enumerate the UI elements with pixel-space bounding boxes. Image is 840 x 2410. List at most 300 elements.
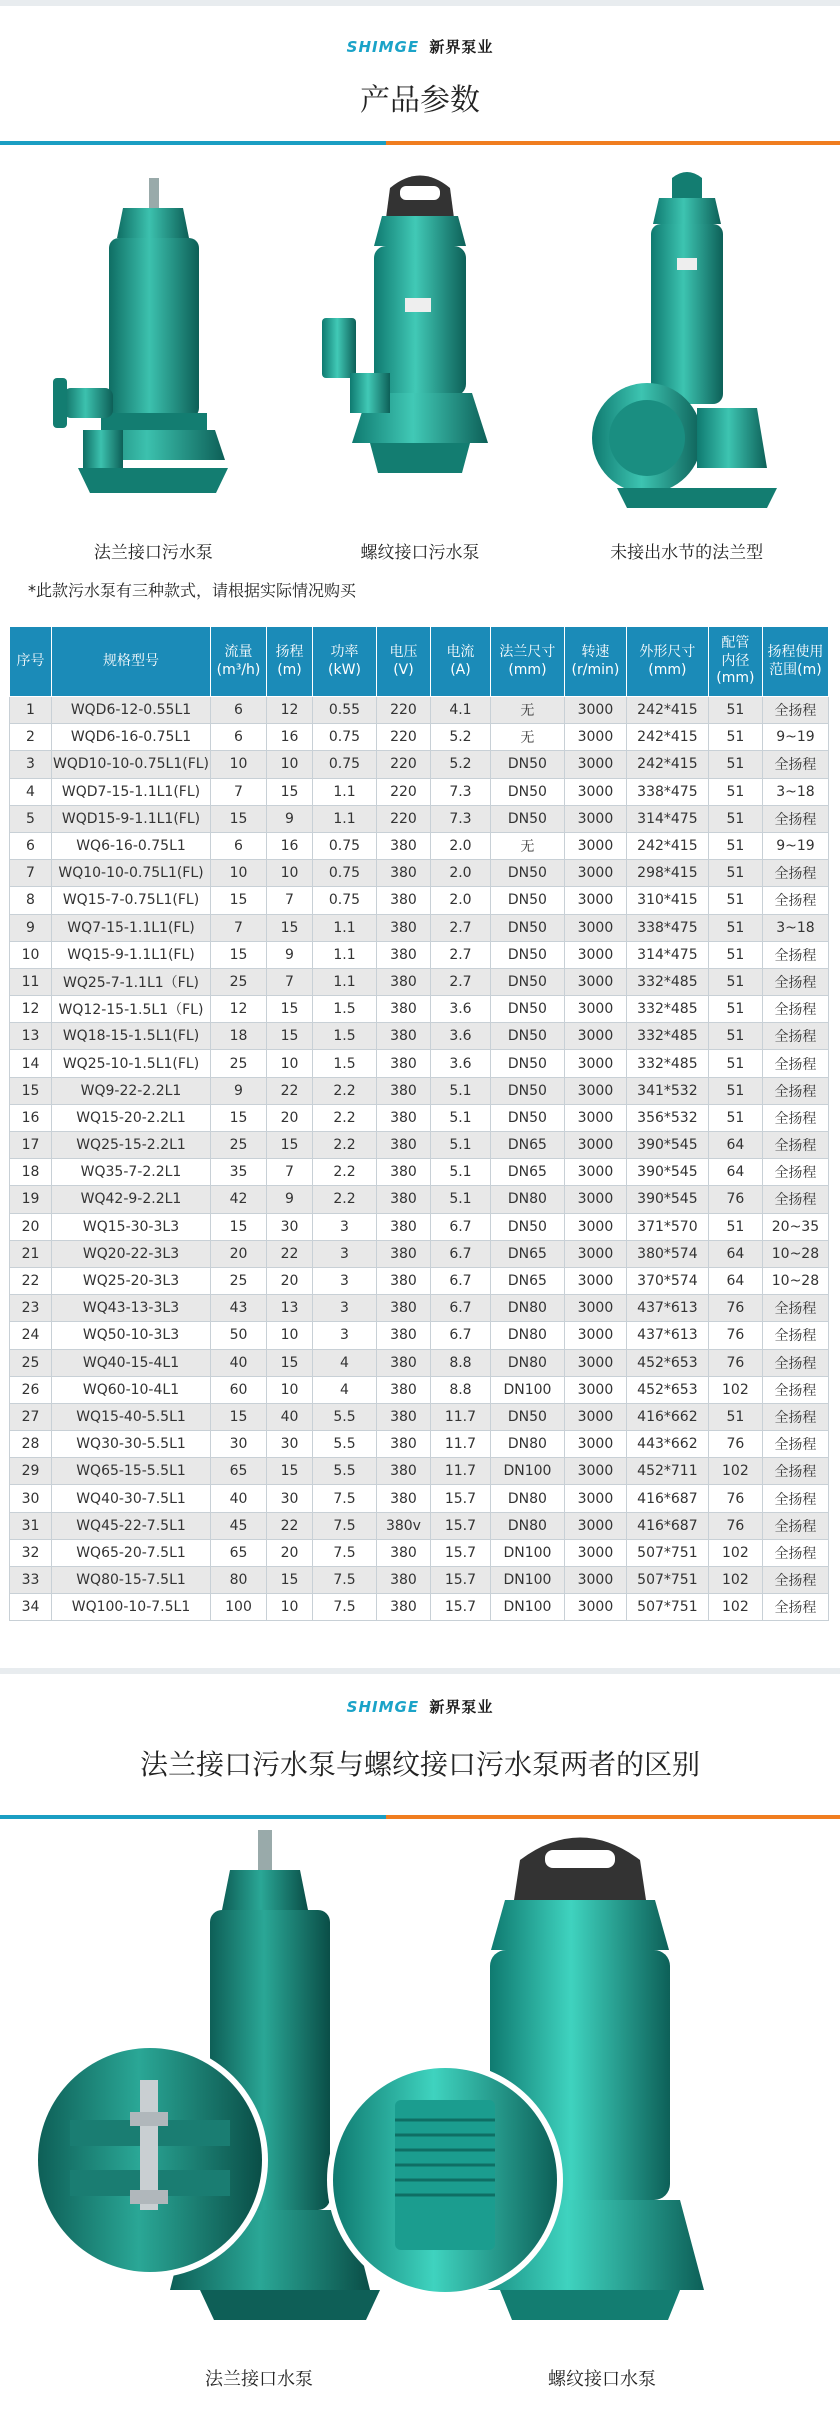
table-cell: 3~18 [762, 778, 828, 805]
table-cell: 3000 [564, 914, 626, 941]
table-cell: 3000 [564, 697, 626, 724]
table-cell: 3000 [564, 860, 626, 887]
table-cell: 10 [267, 1376, 313, 1403]
table-cell: 3000 [564, 1349, 626, 1376]
table-cell: DN50 [490, 914, 564, 941]
table-row [10, 1594, 829, 1621]
table-cell: 全扬程 [762, 1023, 828, 1050]
table-cell: WQ45-22-7.5L1 [51, 1512, 210, 1539]
table-cell: 10 [267, 1322, 313, 1349]
table-cell: 6 [211, 697, 267, 724]
table-cell: 380 [376, 1376, 430, 1403]
table-cell: 51 [708, 724, 762, 751]
table-row [10, 941, 829, 968]
table-cell: 10 [267, 860, 313, 887]
table-cell: 51 [708, 1023, 762, 1050]
table-cell: 0.75 [312, 751, 376, 778]
table-cell: 5.5 [312, 1431, 376, 1458]
table-cell: 2.2 [312, 1077, 376, 1104]
table-cell: 51 [708, 887, 762, 914]
table-cell: 17 [10, 1132, 52, 1159]
table-cell: 7 [211, 778, 267, 805]
brand-cn-2: 新界泵业 [429, 1698, 494, 1716]
table-cell: 12 [267, 697, 313, 724]
table-cell: 452*711 [626, 1458, 708, 1485]
table-row [10, 1159, 829, 1186]
table-cell: 3000 [564, 1267, 626, 1294]
table-cell: 380 [376, 1077, 430, 1104]
table-cell: 380 [376, 1295, 430, 1322]
table-cell: WQ10-10-0.75L1(FL) [51, 860, 210, 887]
table-cell: 5.2 [430, 751, 490, 778]
table-cell: 380 [376, 968, 430, 995]
table-cell: WQ15-40-5.5L1 [51, 1403, 210, 1430]
table-cell: 3000 [564, 1431, 626, 1458]
table-cell: 416*662 [626, 1403, 708, 1430]
table-cell: 380 [376, 1567, 430, 1594]
table-cell: 5.5 [312, 1403, 376, 1430]
table-cell: 10 [211, 860, 267, 887]
table-header-cell: 配管 内径 (mm) [708, 627, 762, 697]
table-cell: 15 [211, 805, 267, 832]
table-cell: 全扬程 [762, 1458, 828, 1485]
table-cell: 380 [376, 860, 430, 887]
table-cell: 16 [267, 724, 313, 751]
table-cell: 全扬程 [762, 1349, 828, 1376]
table-cell: 11.7 [430, 1403, 490, 1430]
table-header-cell: 流量 (m³/h) [211, 627, 267, 697]
table-row [10, 1567, 829, 1594]
table-cell: 380 [376, 1104, 430, 1131]
table-cell: WQ100-10-7.5L1 [51, 1594, 210, 1621]
table-cell: 3000 [564, 1159, 626, 1186]
table-cell: 371*570 [626, 1213, 708, 1240]
table-cell: DN50 [490, 1403, 564, 1430]
table-row [10, 1295, 829, 1322]
table-cell: 10 [10, 941, 52, 968]
table-cell: 507*751 [626, 1594, 708, 1621]
table-cell: 220 [376, 751, 430, 778]
table-cell: 3000 [564, 1104, 626, 1131]
table-cell: 51 [708, 832, 762, 859]
table-cell: 51 [708, 996, 762, 1023]
flange-no-outlet-pump-image [577, 168, 797, 528]
table-cell: 15 [267, 996, 313, 1023]
table-cell: WQ25-7-1.1L1（FL) [51, 968, 210, 995]
table-header-cell: 转速 (r/min) [564, 627, 626, 697]
table-cell: 2.2 [312, 1132, 376, 1159]
table-cell: 6.7 [430, 1322, 490, 1349]
table-cell: 全扬程 [762, 996, 828, 1023]
table-cell: 3000 [564, 1023, 626, 1050]
table-cell: 338*475 [626, 914, 708, 941]
table-cell: 20 [267, 1104, 313, 1131]
table-cell: 370*574 [626, 1267, 708, 1294]
table-cell: DN65 [490, 1267, 564, 1294]
table-row [10, 778, 829, 805]
table-cell: 64 [708, 1159, 762, 1186]
table-cell: 416*687 [626, 1485, 708, 1512]
pump-item-flange [28, 168, 278, 588]
table-cell: DN65 [490, 1159, 564, 1186]
table-cell: 11.7 [430, 1458, 490, 1485]
table-cell: WQD6-12-0.55L1 [51, 697, 210, 724]
pump-item-threaded [295, 168, 545, 588]
table-cell: 51 [708, 751, 762, 778]
table-row [10, 1104, 829, 1131]
table-cell: 15.7 [430, 1539, 490, 1566]
table-cell: 2.0 [430, 832, 490, 859]
table-cell: 51 [708, 914, 762, 941]
table-cell: 2.2 [312, 1186, 376, 1213]
table-cell: 31 [10, 1512, 52, 1539]
table-cell: 51 [708, 1050, 762, 1077]
table-row [10, 1267, 829, 1294]
table-cell: 29 [10, 1458, 52, 1485]
table-cell: WQD15-9-1.1L1(FL) [51, 805, 210, 832]
table-cell: 8.8 [430, 1376, 490, 1403]
table-cell: 20 [10, 1213, 52, 1240]
table-cell: 390*545 [626, 1159, 708, 1186]
table-cell: WQ18-15-1.5L1(FL) [51, 1023, 210, 1050]
table-cell: 26 [10, 1376, 52, 1403]
table-cell: 16 [267, 832, 313, 859]
table-header-cell: 电压 (V) [376, 627, 430, 697]
table-cell: 无 [490, 724, 564, 751]
table-cell: 9~19 [762, 832, 828, 859]
table-cell: 102 [708, 1594, 762, 1621]
table-cell: DN65 [490, 1132, 564, 1159]
table-cell: 102 [708, 1458, 762, 1485]
table-cell: 全扬程 [762, 860, 828, 887]
table-cell: 7.5 [312, 1539, 376, 1566]
table-cell: 76 [708, 1485, 762, 1512]
table-cell: 10 [267, 751, 313, 778]
table-cell: 全扬程 [762, 1431, 828, 1458]
comparison-section [0, 1668, 840, 2410]
table-cell: 34 [10, 1594, 52, 1621]
table-cell: 15 [211, 1104, 267, 1131]
table-cell: 18 [211, 1023, 267, 1050]
table-cell: 23 [10, 1295, 52, 1322]
table-row [10, 1539, 829, 1566]
table-cell: 14 [10, 1050, 52, 1077]
table-cell: 全扬程 [762, 805, 828, 832]
table-cell: 20 [211, 1240, 267, 1267]
table-cell: WQ80-15-7.5L1 [51, 1567, 210, 1594]
table-cell: 15 [211, 1213, 267, 1240]
table-cell: 5.1 [430, 1186, 490, 1213]
table-cell: 28 [10, 1431, 52, 1458]
table-cell: 3000 [564, 1322, 626, 1349]
table-cell: DN50 [490, 860, 564, 887]
table-header-cell: 外形尺寸 (mm) [626, 627, 708, 697]
table-cell: 5.1 [430, 1104, 490, 1131]
table-cell: 3000 [564, 968, 626, 995]
page-title: 产品参数 [360, 83, 480, 118]
table-cell: 3000 [564, 724, 626, 751]
table-cell: 9 [267, 805, 313, 832]
table-cell: 5.1 [430, 1159, 490, 1186]
table-cell: 51 [708, 1104, 762, 1131]
table-cell: 30 [267, 1431, 313, 1458]
table-row [10, 1485, 829, 1512]
table-cell: 2.7 [430, 914, 490, 941]
table-row [10, 832, 829, 859]
table-cell: 43 [211, 1295, 267, 1322]
table-cell: 3000 [564, 1295, 626, 1322]
table-header-cell: 扬程 (m) [267, 627, 313, 697]
table-cell: 全扬程 [762, 1104, 828, 1131]
table-cell: 332*485 [626, 1050, 708, 1077]
table-cell: 7.5 [312, 1512, 376, 1539]
table-cell: 3000 [564, 1403, 626, 1430]
table-cell: 242*415 [626, 724, 708, 751]
table-cell: DN80 [490, 1295, 564, 1322]
table-cell: 1.1 [312, 968, 376, 995]
table-cell: WQ25-15-2.2L1 [51, 1132, 210, 1159]
table-cell: 33 [10, 1567, 52, 1594]
table-cell: 42 [211, 1186, 267, 1213]
pump-caption-flange: 法兰接口污水泵 [93, 543, 213, 563]
table-cell: 3000 [564, 1512, 626, 1539]
table-cell: 220 [376, 697, 430, 724]
table-row [10, 860, 829, 887]
table-cell: 242*415 [626, 751, 708, 778]
table-row [10, 697, 829, 724]
table-cell: 51 [708, 1077, 762, 1104]
table-header-cell: 功率 (kW) [312, 627, 376, 697]
table-cell: 全扬程 [762, 887, 828, 914]
table-cell: 3.6 [430, 996, 490, 1023]
table-cell: DN50 [490, 1050, 564, 1077]
table-cell: 3000 [564, 1539, 626, 1566]
table-cell: 10 [267, 1594, 313, 1621]
table-cell: 338*475 [626, 778, 708, 805]
table-cell: 298*415 [626, 860, 708, 887]
table-cell: 30 [267, 1485, 313, 1512]
table-cell: 507*751 [626, 1567, 708, 1594]
table-cell: WQ12-15-1.5L1（FL) [51, 996, 210, 1023]
table-cell: 51 [708, 1403, 762, 1430]
table-cell: 15 [211, 941, 267, 968]
table-cell: 全扬程 [762, 1132, 828, 1159]
table-cell: 437*613 [626, 1322, 708, 1349]
table-cell: 380 [376, 1539, 430, 1566]
pump-caption-threaded: 螺纹接口污水泵 [360, 543, 480, 563]
table-cell: 76 [708, 1512, 762, 1539]
table-row [10, 1458, 829, 1485]
table-cell: 15.7 [430, 1594, 490, 1621]
table-cell: 60 [211, 1376, 267, 1403]
brand-en: SHIMGE [346, 38, 420, 56]
table-cell: 24 [10, 1322, 52, 1349]
section-divider [0, 141, 840, 146]
table-cell: 332*485 [626, 996, 708, 1023]
table-cell: 6 [10, 832, 52, 859]
table-row [10, 1403, 829, 1430]
table-cell: 341*532 [626, 1077, 708, 1104]
table-cell: 35 [211, 1159, 267, 1186]
table-cell: 22 [267, 1512, 313, 1539]
table-cell: 7.3 [430, 778, 490, 805]
table-cell: 19 [10, 1186, 52, 1213]
table-cell: 64 [708, 1240, 762, 1267]
table-cell: 380 [376, 1213, 430, 1240]
table-cell: 7.5 [312, 1485, 376, 1512]
table-row [10, 1376, 829, 1403]
table-cell: 380 [376, 1458, 430, 1485]
table-cell: 3 [312, 1213, 376, 1240]
table-cell: 2.0 [430, 860, 490, 887]
table-cell: 15 [267, 914, 313, 941]
table-cell: 4 [312, 1349, 376, 1376]
table-cell: 5.1 [430, 1077, 490, 1104]
table-cell: 45 [211, 1512, 267, 1539]
table-cell: 380 [376, 1132, 430, 1159]
table-cell: 12 [10, 996, 52, 1023]
table-row [10, 1050, 829, 1077]
table-cell: 3000 [564, 941, 626, 968]
table-cell: 27 [10, 1403, 52, 1430]
table-cell: 452*653 [626, 1376, 708, 1403]
table-cell: WQ40-30-7.5L1 [51, 1485, 210, 1512]
table-cell: 7.5 [312, 1567, 376, 1594]
table-cell: 全扬程 [762, 697, 828, 724]
table-cell: 380 [376, 1594, 430, 1621]
table-cell: 3000 [564, 805, 626, 832]
table-cell: 15 [10, 1077, 52, 1104]
table-row [10, 1186, 829, 1213]
table-cell: 380 [376, 914, 430, 941]
table-cell: 11.7 [430, 1431, 490, 1458]
table-row [10, 1240, 829, 1267]
table-cell: 9 [211, 1077, 267, 1104]
table-cell: 10 [211, 751, 267, 778]
table-header-cell: 扬程使用 范围(m) [762, 627, 828, 697]
table-cell: 4.1 [430, 697, 490, 724]
table-cell: WQ43-13-3L3 [51, 1295, 210, 1322]
table-cell: 25 [10, 1349, 52, 1376]
table-cell: 1.1 [312, 805, 376, 832]
table-cell: 380 [376, 1186, 430, 1213]
table-cell: 20~35 [762, 1213, 828, 1240]
table-cell: 3000 [564, 1376, 626, 1403]
spec-table [9, 626, 829, 1621]
pump-caption-flange-no-outlet: 未接出水节的法兰型 [610, 543, 764, 563]
table-header-cell: 电流 (A) [430, 627, 490, 697]
table-cell: 7 [267, 968, 313, 995]
table-cell: 6.7 [430, 1240, 490, 1267]
table-cell: 332*485 [626, 968, 708, 995]
table-cell: 9 [10, 914, 52, 941]
table-cell: 全扬程 [762, 1512, 828, 1539]
table-cell: 15 [267, 1023, 313, 1050]
table-cell: 3.6 [430, 1023, 490, 1050]
table-cell: DN50 [490, 1104, 564, 1131]
table-cell: 15 [267, 1349, 313, 1376]
table-cell: 2 [10, 724, 52, 751]
table-cell: 3000 [564, 1240, 626, 1267]
table-cell: DN50 [490, 778, 564, 805]
table-cell: 380v [376, 1512, 430, 1539]
table-cell: WQD10-10-0.75L1(FL) [51, 751, 210, 778]
table-cell: 32 [10, 1539, 52, 1566]
table-cell: 7 [267, 1159, 313, 1186]
table-cell: 2.2 [312, 1159, 376, 1186]
table-cell: 51 [708, 968, 762, 995]
table-cell: 0.75 [312, 860, 376, 887]
table-cell: DN50 [490, 968, 564, 995]
table-cell: 3000 [564, 1458, 626, 1485]
table-cell: 380 [376, 1349, 430, 1376]
table-cell: 452*653 [626, 1349, 708, 1376]
table-cell: 5.5 [312, 1458, 376, 1485]
table-cell: 1 [10, 697, 52, 724]
table-cell: DN80 [490, 1322, 564, 1349]
threaded-pump-image [310, 168, 530, 528]
table-cell: 1.1 [312, 778, 376, 805]
table-cell: 65 [211, 1539, 267, 1566]
table-cell: 76 [708, 1349, 762, 1376]
table-cell: DN100 [490, 1567, 564, 1594]
table-row [10, 751, 829, 778]
table-cell: WQD6-16-0.75L1 [51, 724, 210, 751]
table-cell: 416*687 [626, 1512, 708, 1539]
table-cell: 30 [267, 1213, 313, 1240]
table-cell: WQ65-15-5.5L1 [51, 1458, 210, 1485]
table-row [10, 914, 829, 941]
table-cell: 64 [708, 1267, 762, 1294]
table-cell: 390*545 [626, 1132, 708, 1159]
table-cell: 全扬程 [762, 751, 828, 778]
table-cell: 3 [312, 1322, 376, 1349]
table-cell: 10 [267, 1050, 313, 1077]
pump-gallery [0, 168, 840, 588]
table-cell: 380 [376, 1485, 430, 1512]
table-cell: 全扬程 [762, 1050, 828, 1077]
table-cell: WQ35-7-2.2L1 [51, 1159, 210, 1186]
table-cell: DN50 [490, 941, 564, 968]
table-cell: 507*751 [626, 1539, 708, 1566]
table-cell: WQ65-20-7.5L1 [51, 1539, 210, 1566]
table-cell: 11 [10, 968, 52, 995]
table-cell: 1.5 [312, 996, 376, 1023]
table-cell: 全扬程 [762, 1485, 828, 1512]
table-cell: DN80 [490, 1186, 564, 1213]
table-cell: 7 [211, 914, 267, 941]
table-cell: WQ30-30-5.5L1 [51, 1431, 210, 1458]
table-cell: DN50 [490, 887, 564, 914]
table-cell: WQ42-9-2.2L1 [51, 1186, 210, 1213]
table-row [10, 1213, 829, 1240]
table-cell: 3000 [564, 1186, 626, 1213]
table-header-cell: 法兰尺寸 (mm) [490, 627, 564, 697]
table-cell: 13 [10, 1023, 52, 1050]
table-cell: 2.7 [430, 968, 490, 995]
table-cell: 332*485 [626, 1023, 708, 1050]
table-cell: 15 [211, 887, 267, 914]
table-cell: 全扬程 [762, 1376, 828, 1403]
table-row [10, 1077, 829, 1104]
table-cell: 40 [267, 1403, 313, 1430]
table-cell: 0.75 [312, 887, 376, 914]
table-cell: 全扬程 [762, 1539, 828, 1566]
table-cell: 8.8 [430, 1349, 490, 1376]
table-cell: 76 [708, 1295, 762, 1322]
table-cell: WQD7-15-1.1L1(FL) [51, 778, 210, 805]
right-caption: 螺纹接口水泵 [548, 2369, 656, 2390]
